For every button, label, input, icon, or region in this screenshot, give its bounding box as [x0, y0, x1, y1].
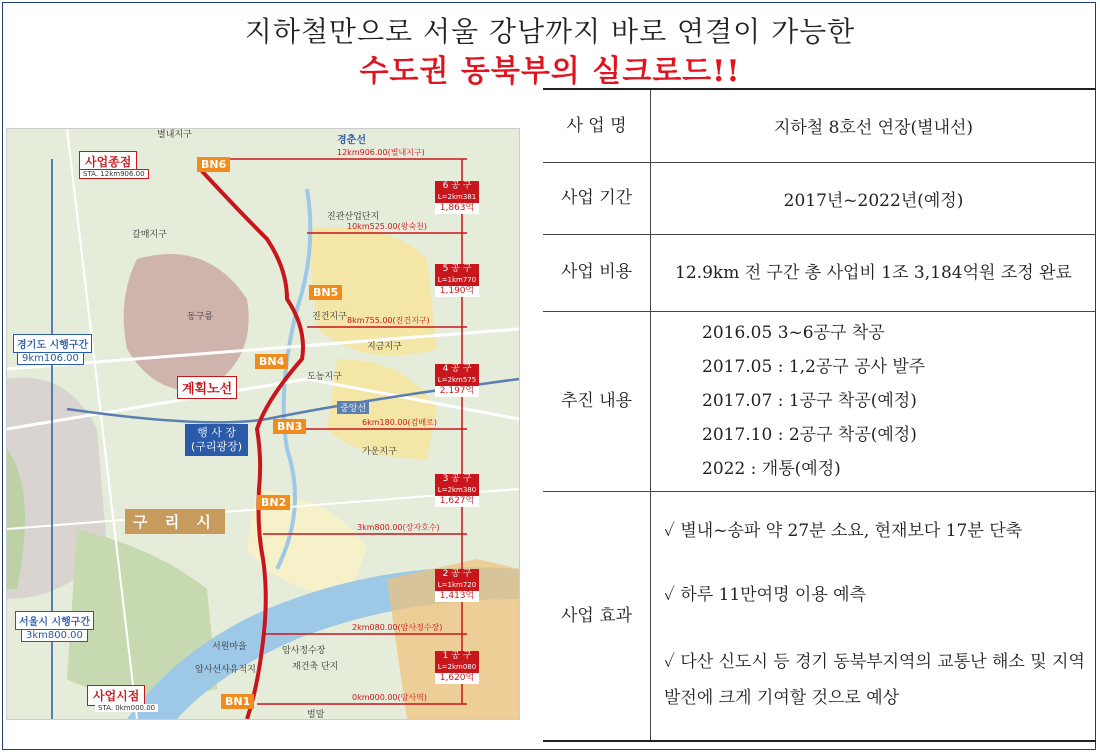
effects-list [651, 491, 1097, 741]
place-label: 별내지구 [157, 130, 192, 140]
table-row [543, 162, 1096, 234]
seoul-section-length: 3km800.00 [21, 629, 88, 642]
chainage-label: 2km080.00(암사정수장) [352, 623, 443, 632]
headline: 지하철만으로 서울 강남까지 바로 연결이 가능한 [244, 15, 856, 48]
place-label: 지금지구 [367, 342, 402, 352]
project-end-sta: STA. 12km906.00 [79, 169, 149, 179]
section-name: 4 공 구 [442, 364, 472, 374]
section-cost: 1,413억 [435, 591, 479, 602]
section-box-6 [435, 181, 479, 214]
row-label: 사 업 명 [543, 89, 651, 162]
section-box-2 [435, 569, 479, 602]
chainage-label: 0km000.00(암사역) [352, 693, 427, 702]
section-box-1 [435, 651, 479, 684]
place-label: 동구릉 [187, 312, 214, 322]
project-start-sta: STA. 0km000.00 [95, 704, 158, 712]
place-label: 암사정수장 [282, 646, 326, 656]
section-name: 1 공 구 [442, 651, 472, 661]
row-label: 사업 효과 [543, 491, 651, 741]
row-label: 사업 비용 [543, 234, 651, 311]
effect-item: ✓ 다산 신도시 등 경기 동북부지역의 교통난 해소 및 지역발전에 크게 기여할 것으로 예상 [664, 651, 1085, 708]
place-label: 서원마을 [212, 642, 247, 652]
section-name: 2 공 구 [442, 569, 472, 579]
section-name: 6 공 구 [442, 181, 472, 191]
section-cost: 1,627억 [435, 496, 479, 507]
section-cost: 1,190억 [435, 286, 479, 297]
place-label: 진관산업단지 [327, 212, 380, 222]
place-label: 암사선사유적지 [195, 665, 256, 675]
depot-title: 행 사 장 [197, 426, 236, 439]
table-row [543, 234, 1096, 311]
progress-item: 2016.05 3~6공구 착공 [702, 323, 885, 343]
row-label: 추진 내용 [543, 311, 651, 491]
chainage-label: 12km906.00(별내지구) [337, 148, 425, 157]
section-box-4 [435, 364, 479, 397]
station-bn6: BN6 [197, 157, 230, 172]
progress-item: 2022 : 개통(예정) [702, 459, 841, 479]
row-value: 지하철 8호선 연장(별내선) [651, 89, 1097, 162]
subheadline: 수도권 동북부의 실크로드!! [359, 54, 741, 89]
section-cost: 2,197억 [435, 386, 479, 397]
progress-item: 2017.05 : 1,2공구 공사 발주 [702, 357, 926, 377]
place-label: 벌말 [307, 710, 325, 720]
progress-item: 2017.10 : 2공구 착공(예정) [702, 425, 917, 445]
guri-city-label: 구 리 시 [125, 509, 225, 534]
section-box-5 [435, 264, 479, 297]
chainage-label: 3km800.00(장자호수) [357, 523, 440, 532]
section-length: L=2km575 [437, 376, 477, 384]
effect-item: ✓ 하루 11만여명 이용 예측 [664, 584, 867, 605]
station-bn4: BN4 [255, 354, 288, 369]
chainage-label: 8km755.00(진건지구) [347, 316, 430, 325]
effect-item: ✓ 별내~송파 약 27분 소요, 현재보다 17분 단축 [664, 520, 1023, 541]
gyeonggi-section-length: 9km106.00 [17, 352, 84, 365]
table-row [543, 491, 1096, 741]
table-row [543, 311, 1096, 491]
chainage-label: 6km180.00(검배로) [362, 418, 437, 427]
place-label: 도농지구 [307, 372, 342, 382]
section-length: L=2km080 [437, 663, 477, 671]
project-info-table [543, 88, 1096, 742]
section-length: L=2km381 [437, 193, 477, 201]
section-name: 5 공 구 [442, 264, 472, 274]
progress-item: 2017.07 : 1공구 착공(예정) [702, 391, 917, 411]
row-label: 사업 기간 [543, 162, 651, 234]
section-box-3 [435, 474, 479, 507]
depot-label [185, 424, 248, 456]
route-map [6, 128, 520, 720]
section-length: L=1km720 [437, 581, 477, 589]
seoul-section-label: 서울시 시행구간 [15, 611, 94, 630]
project-start-label: 사업시점 [87, 685, 145, 706]
project-end-label: 사업종점 [79, 151, 137, 172]
section-cost: 1,863억 [435, 203, 479, 214]
place-label: 재건축 단지 [292, 662, 339, 672]
place-label: 경춘선 [337, 135, 366, 146]
row-value: 2017년~2022년(예정) [651, 162, 1097, 234]
section-name: 3 공 구 [442, 474, 472, 484]
station-bn2: BN2 [257, 495, 290, 510]
depot-subtitle: (구리광장) [191, 440, 243, 453]
place-label: 가운지구 [362, 447, 397, 457]
station-bn5: BN5 [309, 285, 342, 300]
station-bn3: BN3 [273, 419, 306, 434]
progress-list [651, 311, 1097, 491]
place-label: 진건지구 [312, 312, 347, 322]
section-length: L=2km380 [437, 486, 477, 494]
table-row [543, 89, 1096, 162]
row-value: 12.9km 전 구간 총 사업비 1조 3,184억원 조정 완료 [651, 234, 1097, 311]
section-length: L=1km770 [437, 276, 477, 284]
station-bn1: BN1 [221, 694, 254, 709]
section-cost: 1,620억 [435, 673, 479, 684]
chainage-label: 10km525.00(왕숙천) [347, 222, 428, 231]
place-label: 중앙선 [337, 401, 369, 414]
planned-route-label: 계획노선 [177, 376, 237, 399]
gyeonggi-section-label: 경기도 시행구간 [13, 334, 92, 353]
place-label: 갈매지구 [132, 230, 167, 240]
